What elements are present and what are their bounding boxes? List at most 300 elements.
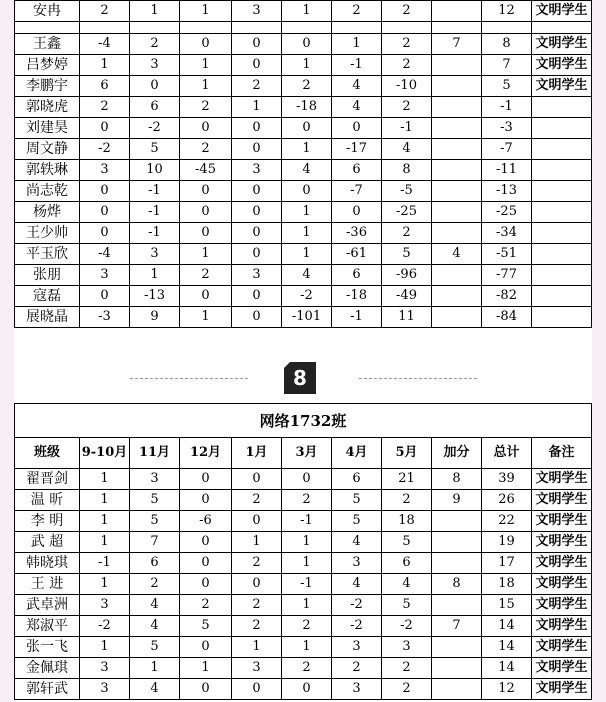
score-cell: 1 — [130, 265, 180, 286]
score-cell: -2 — [80, 139, 130, 160]
score-cell: 3 — [382, 637, 432, 658]
score-cell: -51 — [482, 244, 532, 265]
score-cell: 3 — [232, 658, 282, 679]
table-row — [15, 511, 592, 532]
score-cell: -1 — [282, 511, 332, 532]
column-header: 4月 — [332, 438, 382, 469]
note-cell — [532, 139, 592, 160]
score-cell: 0 — [80, 223, 130, 244]
gap-cell — [80, 22, 130, 34]
score-cell: -4 — [80, 244, 130, 265]
score-cell: -1 — [282, 574, 332, 595]
note-cell: 文明学生 — [532, 55, 592, 76]
score-cell: 0 — [232, 34, 282, 55]
score-cell: 10 — [130, 160, 180, 181]
score-cell: -82 — [482, 286, 532, 307]
score-cell: 1 — [80, 490, 130, 511]
score-cell: 0 — [232, 307, 282, 328]
note-cell: 文明学生 — [532, 490, 592, 511]
table-row — [15, 286, 592, 307]
score-cell: 7 — [432, 34, 482, 55]
score-cell: 6 — [130, 97, 180, 118]
student-name-cell: 郭轶琳 — [15, 160, 80, 181]
column-header: 班级 — [15, 438, 80, 469]
student-name-cell: 金佩琪 — [15, 658, 80, 679]
score-cell: 2 — [382, 55, 432, 76]
score-cell: 22 — [482, 511, 532, 532]
score-cell: 8 — [382, 160, 432, 181]
note-cell: 文明学生 — [532, 637, 592, 658]
table-row — [15, 574, 592, 595]
column-header: 加分 — [432, 438, 482, 469]
note-cell: 文明学生 — [532, 469, 592, 490]
score-cell: -2 — [332, 616, 382, 637]
note-cell — [532, 118, 592, 139]
score-cell: 2 — [180, 139, 232, 160]
score-cell: 0 — [282, 118, 332, 139]
note-cell — [532, 286, 592, 307]
student-name-cell: 张朋 — [15, 265, 80, 286]
score-cell: -1 — [130, 223, 180, 244]
score-cell: 8 — [482, 34, 532, 55]
score-cell: -4 — [80, 34, 130, 55]
table-row — [15, 637, 592, 658]
score-cell: 3 — [130, 469, 180, 490]
column-header: 5月 — [382, 438, 432, 469]
score-cell: 1 — [180, 76, 232, 97]
note-cell: 文明学生 — [532, 574, 592, 595]
score-cell: 0 — [332, 118, 382, 139]
score-cell: 0 — [180, 679, 232, 700]
note-cell — [532, 223, 592, 244]
score-cell: 3 — [332, 553, 382, 574]
score-cell: 2 — [382, 97, 432, 118]
gap-cell — [482, 22, 532, 34]
table-row — [15, 244, 592, 265]
section-number-badge — [284, 362, 316, 394]
gap-cell — [232, 22, 282, 34]
score-cell: 2 — [382, 679, 432, 700]
column-header: 3月 — [282, 438, 332, 469]
score-cell: -1 — [482, 97, 532, 118]
score-cell: -1 — [130, 202, 180, 223]
score-cell: -2 — [332, 595, 382, 616]
score-cell: 1 — [282, 202, 332, 223]
score-cell: 0 — [180, 574, 232, 595]
student-name-cell: 郭晓虎 — [15, 97, 80, 118]
score-cell: 6 — [382, 553, 432, 574]
gap-cell — [382, 22, 432, 34]
score-cell: 3 — [80, 265, 130, 286]
score-cell — [432, 76, 482, 97]
score-cell: 0 — [180, 223, 232, 244]
section-number: 8 — [293, 366, 307, 390]
student-name-cell: 温 昕 — [15, 490, 80, 511]
score-cell — [432, 286, 482, 307]
table-row — [15, 265, 592, 286]
note-cell: 文明学生 — [532, 511, 592, 532]
score-cell: 2 — [282, 616, 332, 637]
score-cell: 8 — [432, 469, 482, 490]
score-cell: -96 — [382, 265, 432, 286]
score-cell: 1 — [232, 637, 282, 658]
score-cell: 0 — [232, 181, 282, 202]
score-cell: 0 — [282, 679, 332, 700]
note-cell — [532, 181, 592, 202]
score-cell — [432, 223, 482, 244]
score-cell: 19 — [482, 532, 532, 553]
score-cell: 1 — [130, 658, 180, 679]
student-name-cell: 王鑫 — [15, 34, 80, 55]
score-cell: -11 — [482, 160, 532, 181]
student-name-cell: 武卓洲 — [15, 595, 80, 616]
score-cell: 5 — [130, 511, 180, 532]
score-cell — [432, 118, 482, 139]
score-cell: 1 — [332, 34, 382, 55]
score-cell: 4 — [130, 679, 180, 700]
score-cell: 5 — [332, 490, 382, 511]
score-cell: 18 — [482, 574, 532, 595]
note-cell: 文明学生 — [532, 532, 592, 553]
score-cell: 0 — [232, 139, 282, 160]
score-cell: -17 — [332, 139, 382, 160]
student-name-cell: 平玉欣 — [15, 244, 80, 265]
score-cell: -13 — [130, 286, 180, 307]
table-row — [15, 616, 592, 637]
score-cell: 26 — [482, 490, 532, 511]
score-cell: -1 — [332, 307, 382, 328]
score-cell: 0 — [180, 532, 232, 553]
score-cell: 2 — [180, 265, 232, 286]
score-cell: 3 — [80, 160, 130, 181]
student-name-cell: 刘建昊 — [15, 118, 80, 139]
score-cell: 1 — [80, 469, 130, 490]
student-name-cell: 寇磊 — [15, 286, 80, 307]
score-cell: 1 — [282, 595, 332, 616]
score-cell: 4 — [332, 574, 382, 595]
table-row — [15, 223, 592, 244]
score-cell: 1 — [80, 55, 130, 76]
score-cell: -1 — [80, 553, 130, 574]
score-cell — [432, 658, 482, 679]
score-cell: 0 — [332, 202, 382, 223]
score-cell: 0 — [232, 511, 282, 532]
score-cell: -5 — [382, 181, 432, 202]
score-cell: 2 — [282, 658, 332, 679]
score-cell: -34 — [482, 223, 532, 244]
score-cell: -7 — [482, 139, 532, 160]
score-cell — [432, 553, 482, 574]
score-cell: 6 — [332, 160, 382, 181]
student-name-cell: 张一飞 — [15, 637, 80, 658]
score-cell: 1 — [282, 55, 332, 76]
score-table-bottom — [14, 437, 592, 700]
score-cell: 0 — [80, 286, 130, 307]
score-cell: -6 — [180, 511, 232, 532]
table-row — [15, 139, 592, 160]
score-cell: 2 — [382, 223, 432, 244]
score-cell: -36 — [332, 223, 382, 244]
score-cell: 3 — [232, 160, 282, 181]
table-header-row — [15, 438, 592, 469]
score-cell: 6 — [332, 265, 382, 286]
score-cell: 4 — [130, 616, 180, 637]
score-cell: 1 — [80, 637, 130, 658]
score-cell: -25 — [382, 202, 432, 223]
score-cell: 1 — [282, 532, 332, 553]
score-cell — [432, 637, 482, 658]
column-header: 总计 — [482, 438, 532, 469]
score-cell: -3 — [80, 307, 130, 328]
score-cell: 0 — [232, 244, 282, 265]
score-cell: 2 — [180, 97, 232, 118]
table-row — [15, 307, 592, 328]
score-cell: 0 — [180, 553, 232, 574]
score-cell — [432, 160, 482, 181]
score-cell: 1 — [180, 1, 232, 22]
score-cell: 0 — [180, 469, 232, 490]
note-cell: 文明学生 — [532, 658, 592, 679]
score-cell: 5 — [382, 595, 432, 616]
score-cell: 1 — [180, 55, 232, 76]
divider-dash-left — [130, 378, 248, 379]
score-cell: 0 — [180, 202, 232, 223]
score-cell: 3 — [130, 244, 180, 265]
score-cell: 6 — [80, 76, 130, 97]
score-cell: -61 — [332, 244, 382, 265]
score-cell: -10 — [382, 76, 432, 97]
score-cell: 6 — [130, 553, 180, 574]
score-cell: 4 — [332, 76, 382, 97]
score-cell: 8 — [432, 574, 482, 595]
score-cell: 3 — [130, 55, 180, 76]
score-cell: 12 — [482, 679, 532, 700]
table-row — [15, 553, 592, 574]
score-cell: 0 — [130, 76, 180, 97]
table-row — [15, 490, 592, 511]
score-cell: 1 — [282, 244, 332, 265]
score-cell: 2 — [232, 616, 282, 637]
score-cell — [432, 307, 482, 328]
score-cell: 1 — [282, 139, 332, 160]
score-cell: 0 — [232, 679, 282, 700]
note-cell: 文明学生 — [532, 553, 592, 574]
score-cell: 1 — [282, 637, 332, 658]
score-cell: 1 — [282, 1, 332, 22]
badge-corner-fold — [284, 362, 290, 368]
score-cell: 0 — [232, 55, 282, 76]
score-cell: 21 — [382, 469, 432, 490]
score-cell — [432, 1, 482, 22]
score-cell: 7 — [482, 55, 532, 76]
gap-cell — [130, 22, 180, 34]
score-cell: 0 — [180, 286, 232, 307]
score-cell: 5 — [482, 76, 532, 97]
score-cell: 9 — [130, 307, 180, 328]
score-cell: 5 — [332, 511, 382, 532]
student-name-cell: 杨烨 — [15, 202, 80, 223]
score-cell: 2 — [232, 553, 282, 574]
gap-cell — [282, 22, 332, 34]
score-cell — [432, 595, 482, 616]
table-row — [15, 160, 592, 181]
score-cell — [432, 139, 482, 160]
note-cell — [532, 160, 592, 181]
score-cell: 14 — [482, 637, 532, 658]
student-name-cell: 李鹏宇 — [15, 76, 80, 97]
note-cell — [532, 97, 592, 118]
table-row — [15, 181, 592, 202]
score-cell: -13 — [482, 181, 532, 202]
score-cell: -7 — [332, 181, 382, 202]
score-cell: -2 — [80, 616, 130, 637]
score-cell: 5 — [130, 490, 180, 511]
score-cell — [432, 97, 482, 118]
score-cell: 2 — [130, 574, 180, 595]
student-name-cell: 王 进 — [15, 574, 80, 595]
table-row — [15, 118, 592, 139]
score-cell: 2 — [80, 97, 130, 118]
score-cell — [432, 181, 482, 202]
score-cell: 2 — [332, 1, 382, 22]
score-cell — [432, 265, 482, 286]
score-cell: -45 — [180, 160, 232, 181]
note-cell: 文明学生 — [532, 76, 592, 97]
section-divider — [14, 362, 591, 396]
score-cell: 0 — [180, 490, 232, 511]
student-name-cell: 李 明 — [15, 511, 80, 532]
note-cell: 文明学生 — [532, 616, 592, 637]
score-cell: 1 — [80, 511, 130, 532]
score-cell: 0 — [232, 574, 282, 595]
student-name-cell: 周文静 — [15, 139, 80, 160]
table-row — [15, 202, 592, 223]
column-header: 1月 — [232, 438, 282, 469]
score-cell: 4 — [282, 160, 332, 181]
table-row — [15, 469, 592, 490]
score-cell: 0 — [232, 469, 282, 490]
score-cell: -18 — [282, 97, 332, 118]
gap-cell — [180, 22, 232, 34]
note-cell: 文明学生 — [532, 1, 592, 22]
score-cell: 14 — [482, 658, 532, 679]
score-cell: 3 — [332, 679, 382, 700]
score-cell: 6 — [332, 469, 382, 490]
note-cell: 文明学生 — [532, 679, 592, 700]
score-cell: 18 — [382, 511, 432, 532]
score-cell: 9 — [432, 490, 482, 511]
student-name-cell: 翟晋剑 — [15, 469, 80, 490]
score-cell: 2 — [232, 490, 282, 511]
gap-cell — [332, 22, 382, 34]
gap-cell — [532, 22, 592, 34]
column-header: 11月 — [130, 438, 180, 469]
score-cell: -1 — [130, 181, 180, 202]
table-row — [15, 658, 592, 679]
score-cell: 5 — [130, 139, 180, 160]
table-row — [15, 532, 592, 553]
score-cell: 2 — [180, 595, 232, 616]
student-name-cell: 郑淑平 — [15, 616, 80, 637]
score-cell: 15 — [482, 595, 532, 616]
score-cell: 3 — [80, 679, 130, 700]
score-cell: 2 — [232, 595, 282, 616]
score-cell: 0 — [282, 469, 332, 490]
score-cell: 1 — [232, 532, 282, 553]
score-cell: 3 — [232, 1, 282, 22]
score-cell: 3 — [80, 595, 130, 616]
table-row — [15, 1, 592, 22]
score-cell: 2 — [232, 76, 282, 97]
row-gap — [15, 22, 592, 34]
score-cell — [432, 55, 482, 76]
note-cell — [532, 202, 592, 223]
score-cell: 0 — [180, 118, 232, 139]
score-cell: 3 — [332, 637, 382, 658]
score-cell: -77 — [482, 265, 532, 286]
score-cell: 14 — [482, 616, 532, 637]
score-cell: -1 — [332, 55, 382, 76]
score-cell: 0 — [180, 637, 232, 658]
score-cell: 4 — [130, 595, 180, 616]
student-name-cell: 武 超 — [15, 532, 80, 553]
score-cell: 0 — [282, 34, 332, 55]
score-cell: 4 — [282, 265, 332, 286]
score-cell: 1 — [80, 574, 130, 595]
divider-dash-right — [359, 378, 477, 379]
score-cell: 4 — [382, 574, 432, 595]
score-cell — [432, 511, 482, 532]
score-cell: 3 — [80, 658, 130, 679]
student-name-cell: 郭轩武 — [15, 679, 80, 700]
score-cell — [432, 202, 482, 223]
student-name-cell: 展晓晶 — [15, 307, 80, 328]
score-cell: 2 — [332, 658, 382, 679]
note-cell: 文明学生 — [532, 34, 592, 55]
score-cell: -25 — [482, 202, 532, 223]
score-cell: 4 — [332, 532, 382, 553]
student-name-cell: 王少帅 — [15, 223, 80, 244]
table-row — [15, 97, 592, 118]
score-cell: -2 — [382, 616, 432, 637]
score-cell: 0 — [180, 181, 232, 202]
score-cell: 1 — [282, 223, 332, 244]
score-cell: -1 — [382, 118, 432, 139]
gap-cell — [15, 22, 80, 34]
score-cell: 1 — [282, 553, 332, 574]
score-table-top — [14, 0, 592, 328]
score-cell: 7 — [432, 616, 482, 637]
score-cell: 11 — [382, 307, 432, 328]
score-cell: -3 — [482, 118, 532, 139]
score-cell: 0 — [180, 34, 232, 55]
table-row — [15, 595, 592, 616]
score-cell: -18 — [332, 286, 382, 307]
score-cell: 5 — [382, 244, 432, 265]
score-cell: 2 — [80, 1, 130, 22]
score-cell: 3 — [232, 265, 282, 286]
score-cell: 1 — [180, 658, 232, 679]
score-cell: 2 — [382, 490, 432, 511]
note-cell: 文明学生 — [532, 595, 592, 616]
score-cell: 0 — [232, 286, 282, 307]
score-cell: 1 — [180, 307, 232, 328]
score-cell: 5 — [382, 532, 432, 553]
score-cell: 12 — [482, 1, 532, 22]
score-cell: 0 — [282, 181, 332, 202]
score-cell: -49 — [382, 286, 432, 307]
column-header: 9-10月 — [80, 438, 130, 469]
